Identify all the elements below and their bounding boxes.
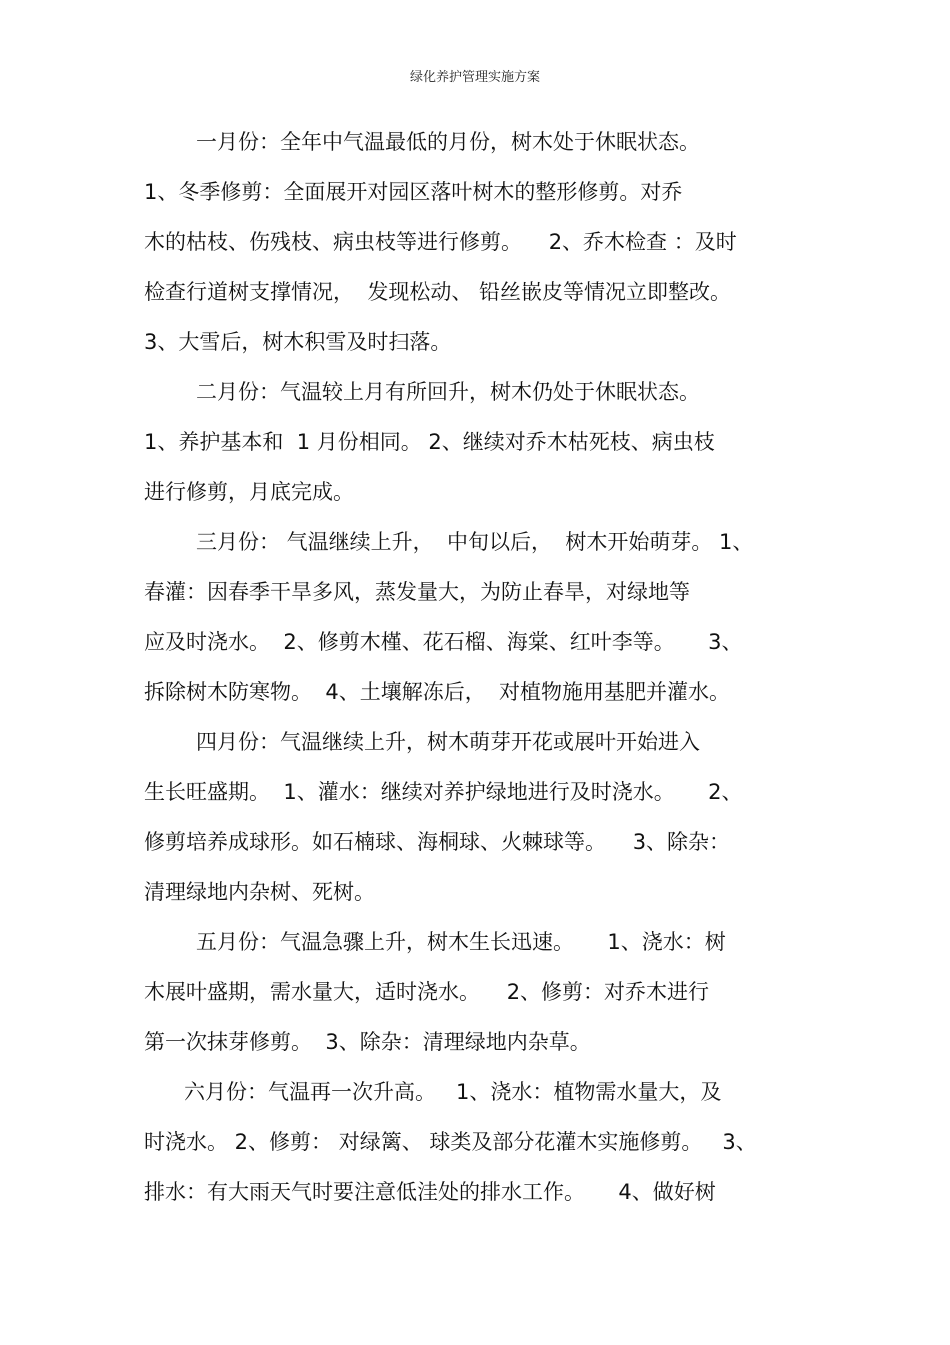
- text-line-16: 清理绿地内杂树、死树。: [144, 880, 375, 904]
- text-line-21: 时浇水。 2、修剪： 对绿篱、 球类及部分花灌木实施修剪。 3、: [144, 1130, 757, 1154]
- text-line-12: 拆除树木防寒物。 4、土壤解冻后， 对植物施用基肥并灌水。: [144, 680, 731, 704]
- text-line-4: 检查行道树支撑情况， 发现松动、 铅丝嵌皮等情况立即整改。: [144, 280, 732, 304]
- text-line-19: 第一次抹芽修剪。 3、除杂：清理绿地内杂草。: [144, 1030, 591, 1054]
- text-line-2: 1、冬季修剪：全面展开对园区落叶树木的整形修剪。对乔: [144, 180, 683, 204]
- text-line-22: 排水：有大雨天气时要注意低洼处的排水工作。 4、做好树: [144, 1180, 716, 1204]
- text-line-8: 进行修剪，月底完成。: [144, 480, 354, 504]
- text-line-10: 春灌：因春季干旱多风，蒸发量大，为防止春旱，对绿地等: [144, 580, 690, 604]
- page-header: 绿化养护管理实施方案: [409, 70, 540, 85]
- text-line-5: 3、大雪后，树木积雪及时扫落。: [144, 330, 452, 354]
- text-line-9: 三月份： 气温继续上升， 中旬以后， 树木开始萌芽。 1、: [196, 530, 754, 554]
- text-line-11: 应及时浇水。 2、修剪木槿、花石榴、海棠、红叶李等。 3、: [144, 630, 743, 654]
- text-line-13: 四月份：气温继续上升，树木萌芽开花或展叶开始进入: [196, 730, 700, 754]
- text-line-17: 五月份：气温急骤上升，树木生长迅速。 1、浇水：树: [196, 930, 726, 954]
- text-line-15: 修剪培养成球形。如石楠球、海桐球、火棘球等。 3、除杂：: [144, 830, 731, 854]
- text-line-1: 一月份：全年中气温最低的月份，树木处于休眠状态。: [196, 130, 700, 154]
- text-line-3: 木的枯枝、伤残枝、病虫枝等进行修剪。 2、乔木检查 ：及时: [144, 230, 737, 254]
- text-line-18: 木展叶盛期，需水量大，适时浇水。 2、修剪：对乔木进行: [144, 980, 710, 1004]
- text-line-7: 1、养护基本和 1 月份相同。 2、继续对乔木枯死枝、病虫枝: [144, 430, 715, 454]
- text-line-20: 六月份：气温再一次升高。 1、浇水：植物需水量大，及: [184, 1080, 722, 1104]
- text-line-14: 生长旺盛期。 1、灌水：继续对养护绿地进行及时浇水。 2、: [144, 780, 743, 804]
- text-line-6: 二月份：气温较上月有所回升，树木仍处于休眠状态。: [196, 380, 700, 404]
